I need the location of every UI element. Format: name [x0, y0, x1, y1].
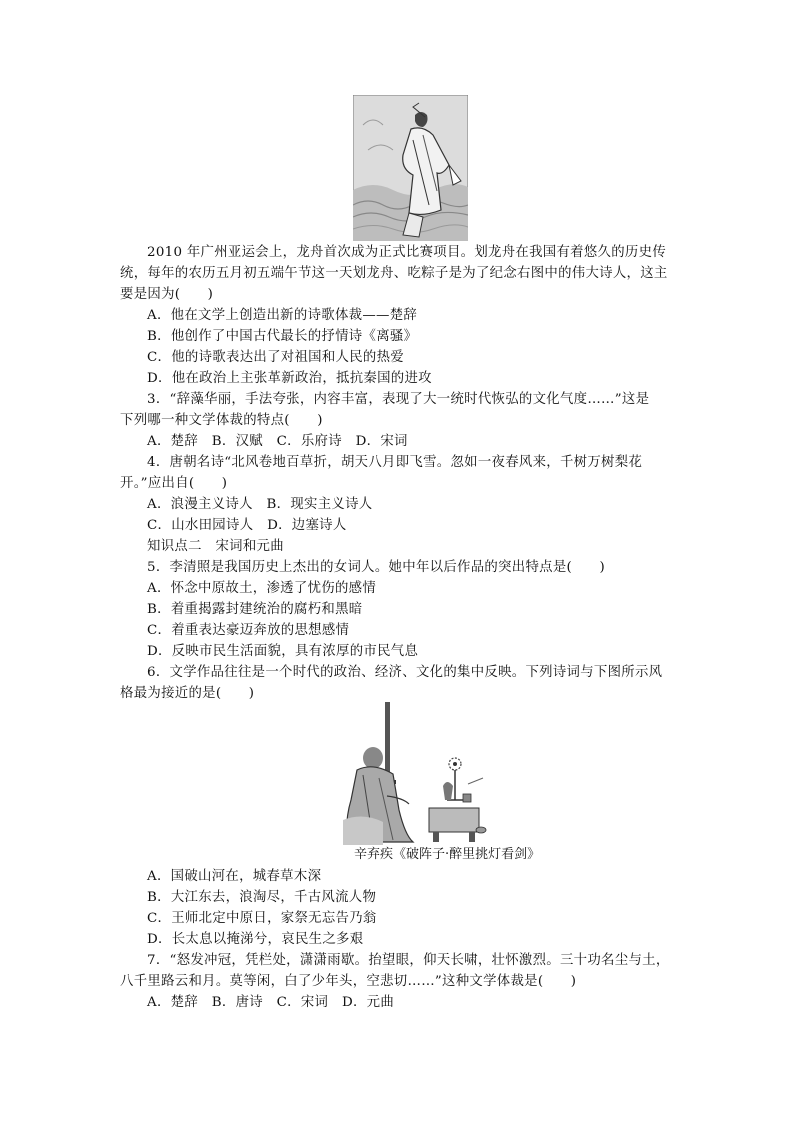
figure-caption: 辛弃疾《破阵子·醉里挑灯看剑》: [354, 847, 541, 862]
q5-option-a: A．怀念中原故土，渗透了忧伤的感情: [147, 581, 377, 596]
q6-option-b: B．大江东去，浪淘尽，千古风流人物: [147, 890, 377, 905]
q6-stem-line-2: 格最为接近的是( ): [120, 686, 255, 701]
poet-portrait-figure: [353, 95, 468, 241]
xin-qiji-illustration: [343, 700, 488, 845]
section-heading: 知识点二 宋词和元曲: [147, 539, 284, 554]
q3-stem-line-2: 下列哪一种文学体裁的特点( ): [120, 413, 323, 428]
q4-stem-line-1: 4．唐朝名诗“北风卷地百草折，胡天八月即飞雪。忽如一夜春风来，千树万树梨花: [147, 455, 643, 470]
q6-option-d: D．长太息以掩涕兮，哀民生之多艰: [147, 932, 364, 947]
q3-stem-line-1: 3．“辞藻华丽，手法夸张，内容丰富，表现了大一统时代恢弘的文化气度……”这是: [147, 392, 650, 407]
q2-stem-line-3: 要是因为( ): [120, 287, 214, 302]
q2-option-d: D．他在政治上主张革新政治，抵抗秦国的进攻: [147, 371, 432, 386]
q2-stem-line-1: 2010 年广州亚运会上，龙舟首次成为正式比赛项目。划龙舟在我国有着悠久的历史传: [147, 245, 667, 260]
q6-option-a: A．国破山河在，城春草木深: [147, 869, 322, 884]
q5-option-d: D．反映市民生活面貌，具有浓厚的市民气息: [147, 644, 419, 659]
q5-stem: 5．李清照是我国历史上杰出的女词人。她中年以后作品的突出特点是( ): [147, 560, 605, 575]
q7-stem-line-1: 7．“怒发冲冠，凭栏处，潇潇雨歇。抬望眼，仰天长啸，壮怀激烈。三十功名尘与土，: [147, 953, 670, 968]
q7-stem-line-2: 八千里路云和月。莫等闲，白了少年头，空悲切……”这种文学体裁是( ): [120, 974, 577, 989]
q2-stem-line-2: 统，每年的农历五月初五端午节这一天划龙舟、吃粽子是为了纪念右图中的伟大诗人，这主: [120, 266, 668, 281]
xin-qiji-figure: [343, 700, 488, 845]
q4-stem-line-2: 开。”应出自( ): [120, 476, 228, 491]
q3-options: A．楚辞 B．汉赋 C．乐府诗 D．宋词: [147, 434, 408, 449]
q4-options-ab: A．浪漫主义诗人 B．现实主义诗人: [147, 497, 373, 512]
q4-options-cd: C．山水田园诗人 D．边塞诗人: [147, 518, 347, 533]
q6-stem-line-1: 6．文学作品往往是一个时代的政治、经济、文化的集中反映。下列诗词与下图所示风: [147, 665, 663, 680]
q2-option-b: B．他创作了中国古代最长的抒情诗《离骚》: [147, 329, 418, 344]
q2-option-c: C．他的诗歌表达出了对祖国和人民的热爱: [147, 350, 404, 365]
q5-option-b: B．着重揭露封建统治的腐朽和黑暗: [147, 602, 363, 617]
q7-options: A．楚辞 B．唐诗 C．宋词 D．元曲: [147, 995, 395, 1010]
poet-portrait-image: [353, 95, 468, 241]
q5-option-c: C．着重表达豪迈奔放的思想感情: [147, 623, 350, 638]
q6-option-c: C．王师北定中原日，家祭无忘告乃翁: [147, 911, 377, 926]
q2-option-a: A．他在文学上创造出新的诗歌体裁——楚辞: [147, 308, 418, 323]
